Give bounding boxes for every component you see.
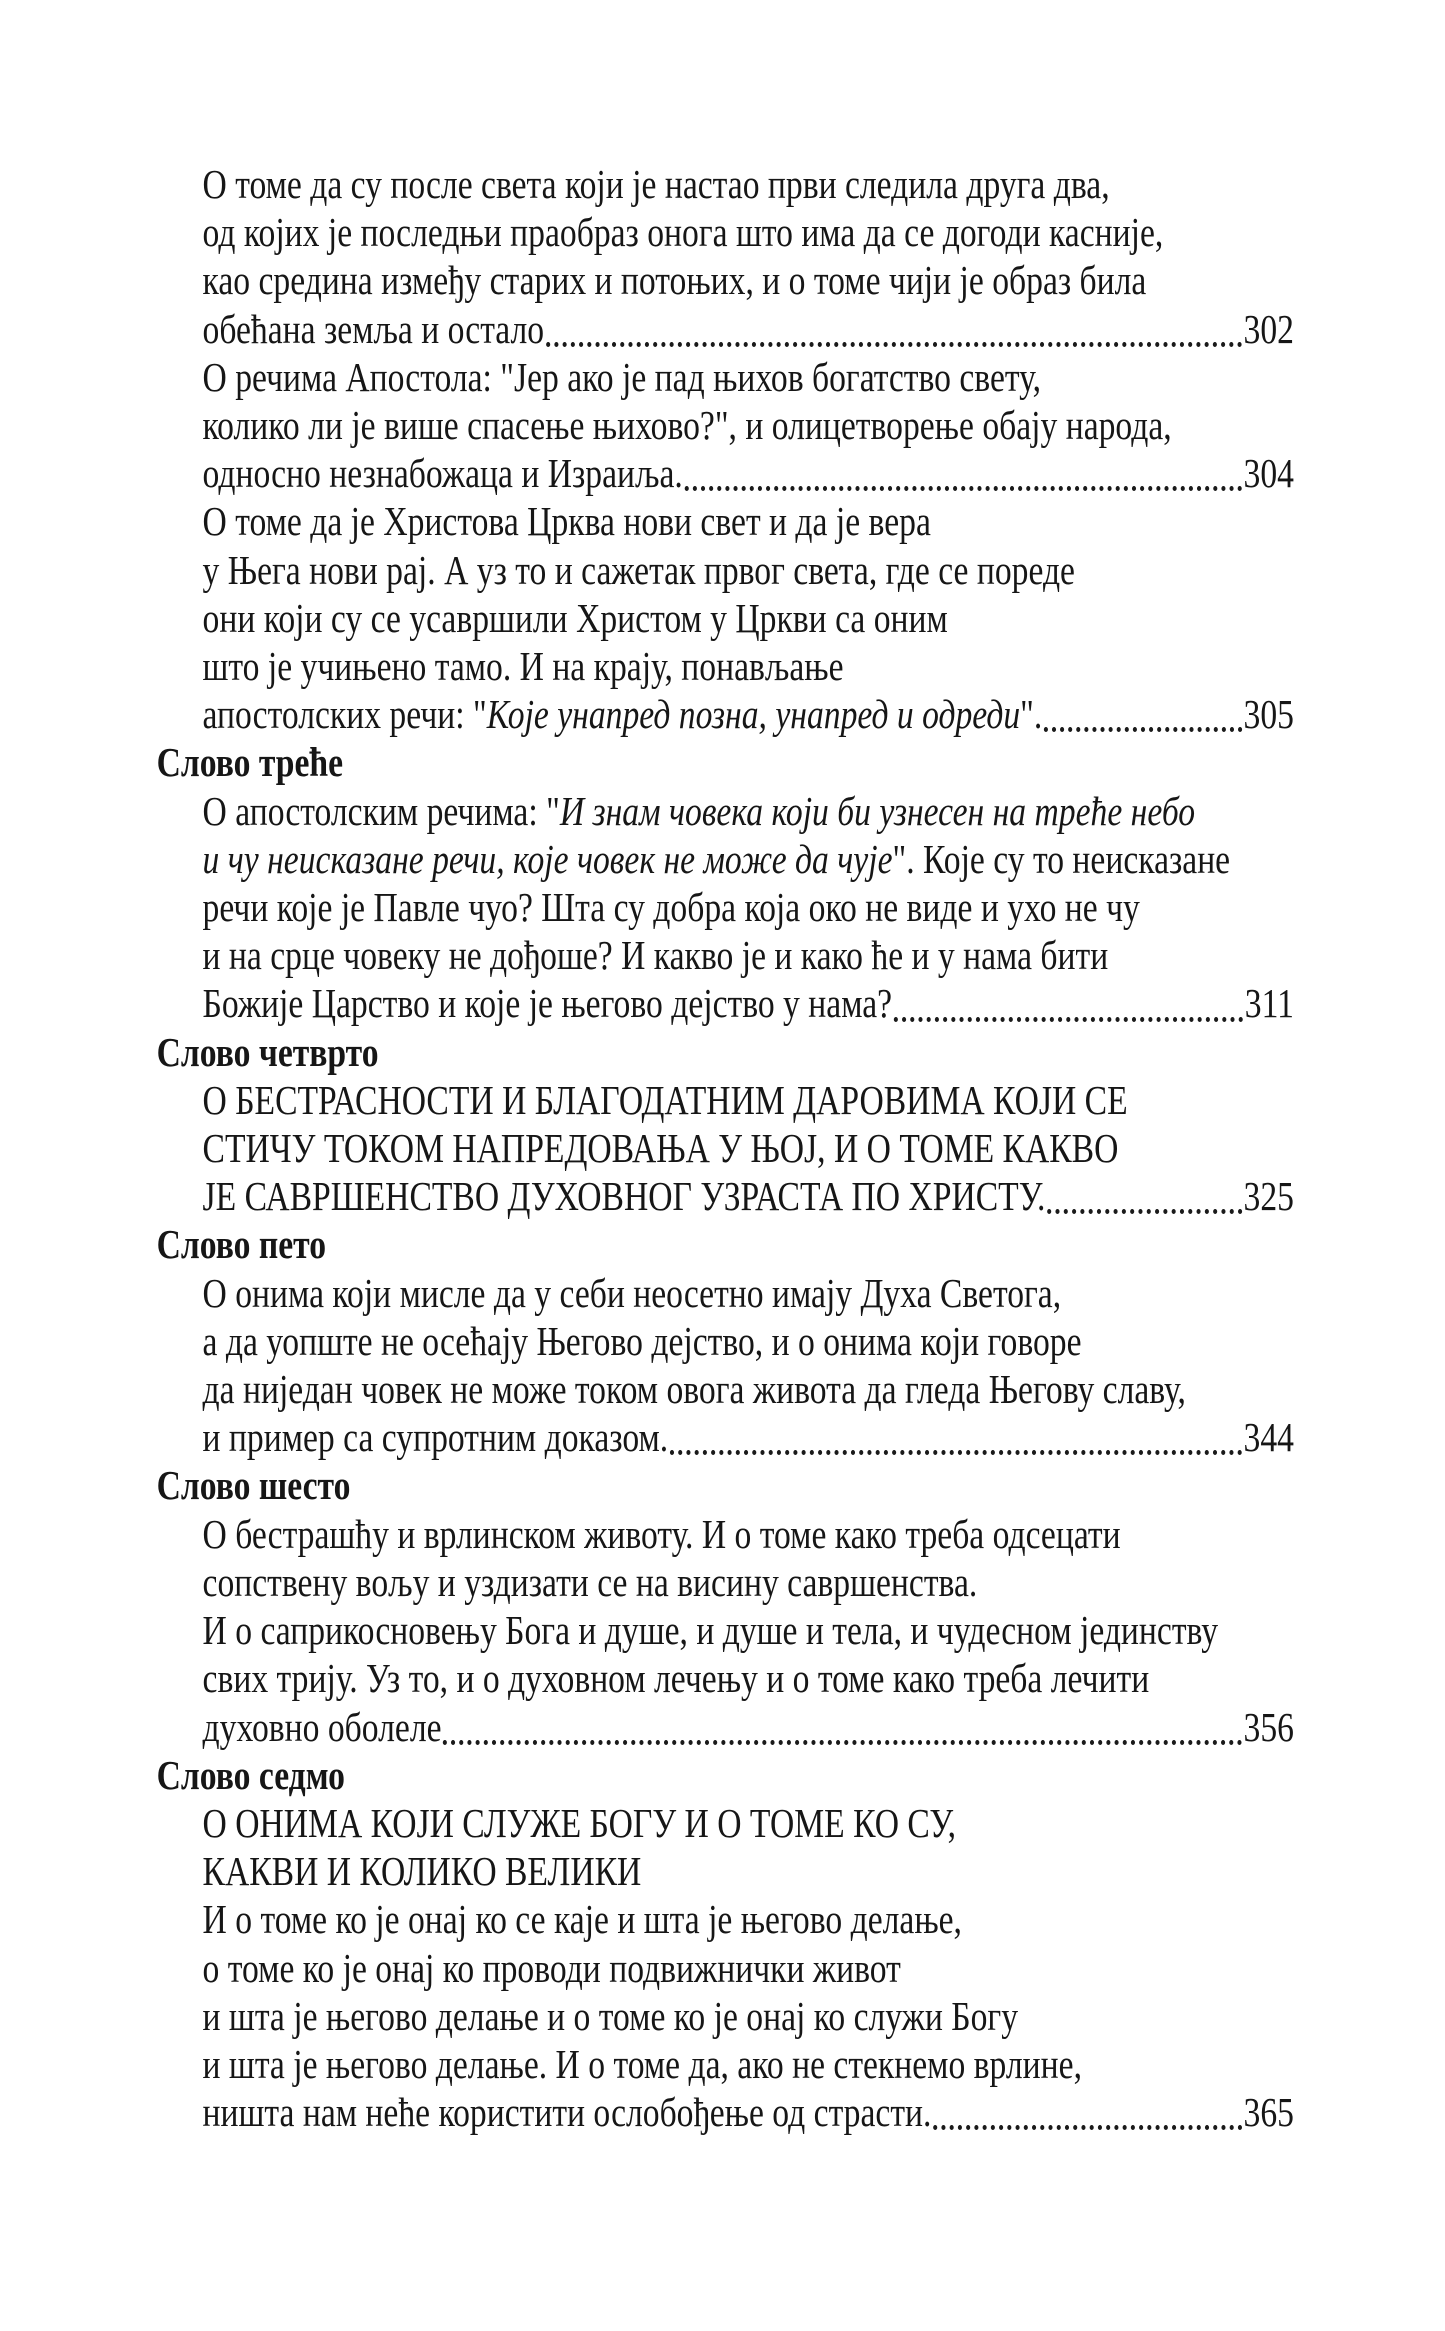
toc-line <box>157 835 1294 883</box>
section-heading: Слово пето <box>156 1221 327 1268</box>
dot-leader <box>670 1413 1242 1455</box>
toc-line-text: што је учињено тамо. И на крају, понављање <box>202 643 844 690</box>
toc-line <box>157 1172 1294 1220</box>
toc-line-text: КАКВИ И КОЛИКО ВЕЛИКИ <box>202 1848 642 1895</box>
toc-line <box>157 1847 1294 1895</box>
page-number: 302 <box>1243 305 1294 352</box>
toc-line <box>157 594 1294 642</box>
toc-entry <box>157 1510 1294 1751</box>
toc-line <box>157 787 1294 835</box>
toc-line-text: и шта је његово делање и о томе ко је онај ко служи Богу <box>202 1992 1019 2039</box>
toc-line <box>157 353 1294 401</box>
toc-line <box>157 690 1294 738</box>
toc-line-text-italic: И знам човека који би узнесен на треће небо <box>559 787 1196 834</box>
toc-line <box>157 160 1294 208</box>
section-heading: Слово треће <box>156 739 344 786</box>
dot-leader <box>1044 690 1242 732</box>
toc-line-text: Божије Царство и које је његово дејство у нама? <box>202 980 893 1027</box>
toc-line-text: а да уопште не осећају Његово дејство, и о онима који говоре <box>202 1317 1082 1364</box>
toc-line <box>157 931 1294 979</box>
page-number: 311 <box>1244 980 1294 1027</box>
toc-line <box>157 1944 1294 1992</box>
toc-line-text: духовно оболеле <box>202 1703 442 1750</box>
toc-line <box>157 1606 1294 1654</box>
toc-line-text: О бестрашћу и врлинском животу. И о томе како треба одсецати <box>202 1510 1121 1557</box>
toc-line <box>157 1654 1294 1702</box>
toc-line-text: свих трију. Уз то, и о духовном лечењу и о томе како треба лечити <box>202 1655 1150 1702</box>
toc-line-text: сопствену вољу и уздизати се на висину савршенства. <box>202 1558 978 1605</box>
section-heading: Слово седмо <box>156 1751 345 1798</box>
toc-entry <box>157 1076 1294 1221</box>
toc-line-text: ЈЕ САВРШЕНСТВО ДУХОВНОГ УЗРАСТА ПО ХРИСТУ. <box>202 1173 1046 1220</box>
dot-leader <box>894 979 1243 1021</box>
toc-entry <box>157 787 1294 1028</box>
toc-line-text: о томе ко је онај ко проводи подвижнички живот <box>202 1944 901 1991</box>
toc-line-text: ". Које су то неисказане <box>892 835 1231 882</box>
toc-line <box>157 1558 1294 1606</box>
toc-line <box>157 1317 1294 1365</box>
section-heading: Слово четврто <box>156 1028 379 1075</box>
toc-line <box>157 1365 1294 1413</box>
toc-line <box>157 1703 1294 1751</box>
page-number: 325 <box>1243 1173 1294 1220</box>
toc-line-text: ништа нам неће користити ослобођење од страсти. <box>202 2089 932 2136</box>
toc-line-text: СТИЧУ ТОКОМ НАПРЕДОВАЊА У ЊОЈ, И О ТОМЕ КАКВО <box>202 1125 1119 1172</box>
toc-line <box>157 208 1294 256</box>
toc-line <box>157 546 1294 594</box>
toc-line-text: у Њега нови рај. А уз то и сажетак првог света, где се пореде <box>202 546 1075 593</box>
toc-line <box>157 305 1294 353</box>
section-heading: Слово шесто <box>156 1462 351 1509</box>
toc-line-text: О томе да је Христова Црква нови свет и да је вера <box>202 498 931 545</box>
dot-leader <box>443 1703 1242 1745</box>
toc-line-text: О речима Апостола: "Јер ако је пад њихов богатство свету, <box>202 353 1041 400</box>
toc-line-text: речи које је Павле чуо? Шта су добра која око не виде и ухо не чу <box>202 884 1140 931</box>
toc-line-text: И о саприкосновењу Бога и душе, и душе и тела, и чудесном јединству <box>202 1607 1219 1654</box>
toc-line <box>157 1269 1294 1317</box>
toc-line <box>157 883 1294 931</box>
toc-line <box>157 1895 1294 1943</box>
toc-line-text: од којих је последњи праобраз онога што има да се догоди касније, <box>202 209 1164 256</box>
toc-line <box>157 1992 1294 2040</box>
toc-line-text: О ОНИМА КОЈИ СЛУЖЕ БОГУ И О ТОМЕ КО СУ, <box>202 1799 957 1846</box>
toc-line-text: колико ли је више спасење њихово?", и олицетворење обају народа, <box>202 402 1172 449</box>
dot-leader <box>1047 1172 1242 1214</box>
dot-leader <box>933 2088 1242 2130</box>
toc-line <box>157 1076 1294 1124</box>
toc-line <box>157 2040 1294 2088</box>
toc-entry <box>157 1269 1294 1462</box>
toc-line-text-italic: Које унапред позна, унапред и одреди <box>486 691 1021 738</box>
toc-line <box>157 256 1294 304</box>
page-number: 365 <box>1243 2089 1294 2136</box>
toc-line-text: и пример са супротним доказом. <box>202 1414 669 1461</box>
toc-line <box>157 642 1294 690</box>
toc-line <box>157 449 1294 497</box>
toc-line <box>157 401 1294 449</box>
toc-line-text-italic: и чу неисказане речи, које човек не може да чује <box>202 835 893 882</box>
dot-leader <box>684 449 1241 491</box>
dot-leader <box>546 305 1242 347</box>
page-number: 356 <box>1243 1703 1294 1750</box>
toc-entry <box>157 1799 1294 2136</box>
toc-entry <box>157 353 1294 498</box>
toc-line <box>157 1799 1294 1847</box>
toc-line-text: као средина између старих и потоњих, и о томе чији је образ била <box>202 257 1147 304</box>
toc-line-text: О БЕСТРАСНОСТИ И БЛАГОДАТНИМ ДАРОВИМА КОЈИ СЕ <box>202 1076 1128 1123</box>
toc-line-text: ". <box>1020 691 1043 738</box>
toc-line-text: О томе да су после света који је настао први следила друга два, <box>202 161 1110 207</box>
toc-line-text: и шта је његово делање. И о томе да, ако не стекнемо врлине, <box>202 2040 1083 2087</box>
toc-entry <box>157 160 1294 353</box>
toc-line-text: И о томе ко је онај ко се каје и шта је његово делање, <box>202 1896 962 1943</box>
toc-line-text: О апостолским речима: " <box>202 787 560 834</box>
toc-line-text: и на срце човеку не дођоше? И какво је и како ће и у нама бити <box>202 932 1109 979</box>
toc-line-text: да ниједан човек не може током овога живота да гледа Његову славу, <box>202 1366 1186 1413</box>
toc-line-text: обећана земља и остало <box>202 305 545 352</box>
page-number: 305 <box>1243 691 1294 738</box>
toc-line <box>157 979 1294 1027</box>
page-number: 344 <box>1243 1414 1294 1461</box>
toc-line-text: односно незнабожаца и Израиља. <box>202 450 683 497</box>
toc-line <box>157 1510 1294 1558</box>
toc-line-text: они који су се усавршили Христом у Цркви са оним <box>202 594 948 641</box>
toc-line-text: апостолских речи: " <box>202 691 487 738</box>
toc-line <box>157 1413 1294 1461</box>
page-number: 304 <box>1243 450 1294 497</box>
toc-line <box>157 497 1294 545</box>
toc-line-text: О онима који мисле да у себи неосетно имају Духа Светога, <box>202 1269 1062 1316</box>
toc-line <box>157 1124 1294 1172</box>
toc-line <box>157 2088 1294 2136</box>
toc-entry <box>157 497 1294 738</box>
